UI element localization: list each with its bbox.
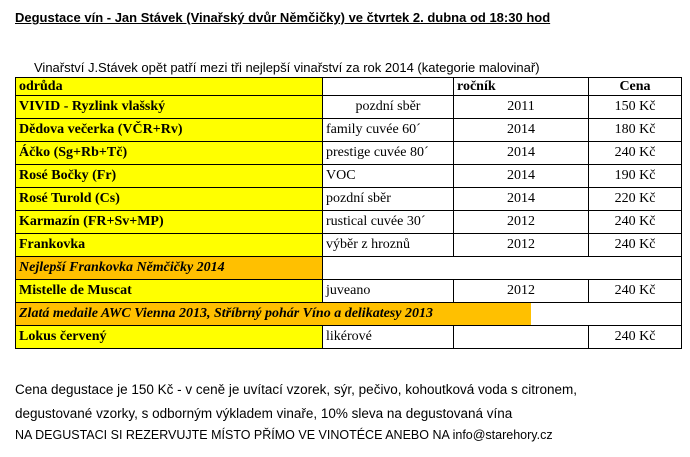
wine-price: 190 Kč <box>589 165 682 188</box>
footer-included-info: degustované vzorky, s odborným výkladem vinaře, 10% sleva na degustovaná vína <box>15 406 513 421</box>
table-row <box>16 165 682 188</box>
table-row <box>16 142 682 165</box>
wine-variety: VIVID - Ryzlink vlašský <box>16 96 323 119</box>
wine-price: 150 Kč <box>589 96 682 119</box>
wine-vintage: 2014 <box>454 142 589 165</box>
header-note <box>323 78 454 96</box>
wine-table <box>15 77 682 349</box>
table-header-row <box>16 78 682 96</box>
table-row <box>16 211 682 234</box>
wine-price: 240 Kč <box>589 211 682 234</box>
wine-price: 240 Kč <box>589 280 682 303</box>
wine-vintage: 2014 <box>454 119 589 142</box>
wine-variety: Dědova večerka (VČR+Rv) <box>16 119 323 142</box>
wine-price: 240 Kč <box>589 234 682 257</box>
wine-note: výběr z hroznů <box>323 234 454 257</box>
wine-vintage: 2012 <box>454 211 589 234</box>
award-frankovka: Nejlepší Frankovka Němčičky 2014 <box>16 257 323 280</box>
wine-price: 240 Kč <box>589 326 682 349</box>
event-title: Degustace vín - Jan Stávek (Vinařský dvůr Němčičky) ve čtvrtek 2. dubna od 18:30 hod <box>15 10 551 25</box>
header-variety: odrůda <box>16 78 323 96</box>
wine-variety: Mistelle de Muscat <box>16 280 323 303</box>
table-row <box>16 119 682 142</box>
header-price: Cena <box>589 78 682 96</box>
wine-price: 220 Kč <box>589 188 682 211</box>
award-row <box>16 303 682 326</box>
wine-vintage: 2014 <box>454 165 589 188</box>
award-muscat: Zlatá medaile AWC Vienna 2013, Stříbrný pohár Víno a delikatesy 2013 <box>16 303 531 325</box>
wine-vintage <box>454 326 589 349</box>
award-row <box>16 257 682 280</box>
table-row <box>16 280 682 303</box>
wine-vintage: 2011 <box>454 96 589 119</box>
wine-vintage: 2012 <box>454 280 589 303</box>
wine-note: VOC <box>323 165 454 188</box>
table-row <box>16 234 682 257</box>
wine-vintage: 2014 <box>454 188 589 211</box>
wine-note: family cuvée 60´ <box>323 119 454 142</box>
footer-price-info: Cena degustace je 150 Kč - v ceně je uvítací vzorek, sýr, pečivo, kohoutková voda s citronem, <box>15 382 578 397</box>
wine-variety: Rosé Turold (Cs) <box>16 188 323 211</box>
winery-subtitle: Vinařství J.Stávek opět patří mezi tři nejlepší vinařství za rok 2014 (kategorie malovinař) <box>34 60 540 75</box>
wine-note: juveano <box>323 280 454 303</box>
wine-note: likérové <box>323 326 454 349</box>
award-row-empty <box>323 257 682 280</box>
header-vintage: ročník <box>454 78 589 96</box>
wine-price: 240 Kč <box>589 142 682 165</box>
wine-variety: Karmazín (FR+Sv+MP) <box>16 211 323 234</box>
wine-variety: Frankovka <box>16 234 323 257</box>
wine-note: prestige cuvée 80´ <box>323 142 454 165</box>
table-row <box>16 326 682 349</box>
footer-reservation: NA DEGUSTACI SI REZERVUJTE MÍSTO PŘÍMO VE VINOTÉCE ANEBO NA info@starehory.cz <box>15 428 553 442</box>
wine-variety: Lokus červený <box>16 326 323 349</box>
wine-note: pozdní sběr <box>323 188 454 211</box>
wine-note: pozdní sběr <box>323 96 454 119</box>
wine-note: rustical cuvée 30´ <box>323 211 454 234</box>
award-cell <box>16 303 682 326</box>
table-row <box>16 96 682 119</box>
wine-variety: Rosé Bočky (Fr) <box>16 165 323 188</box>
table-row <box>16 188 682 211</box>
wine-price: 180 Kč <box>589 119 682 142</box>
wine-variety: Áčko (Sg+Rb+Tč) <box>16 142 323 165</box>
wine-vintage: 2012 <box>454 234 589 257</box>
